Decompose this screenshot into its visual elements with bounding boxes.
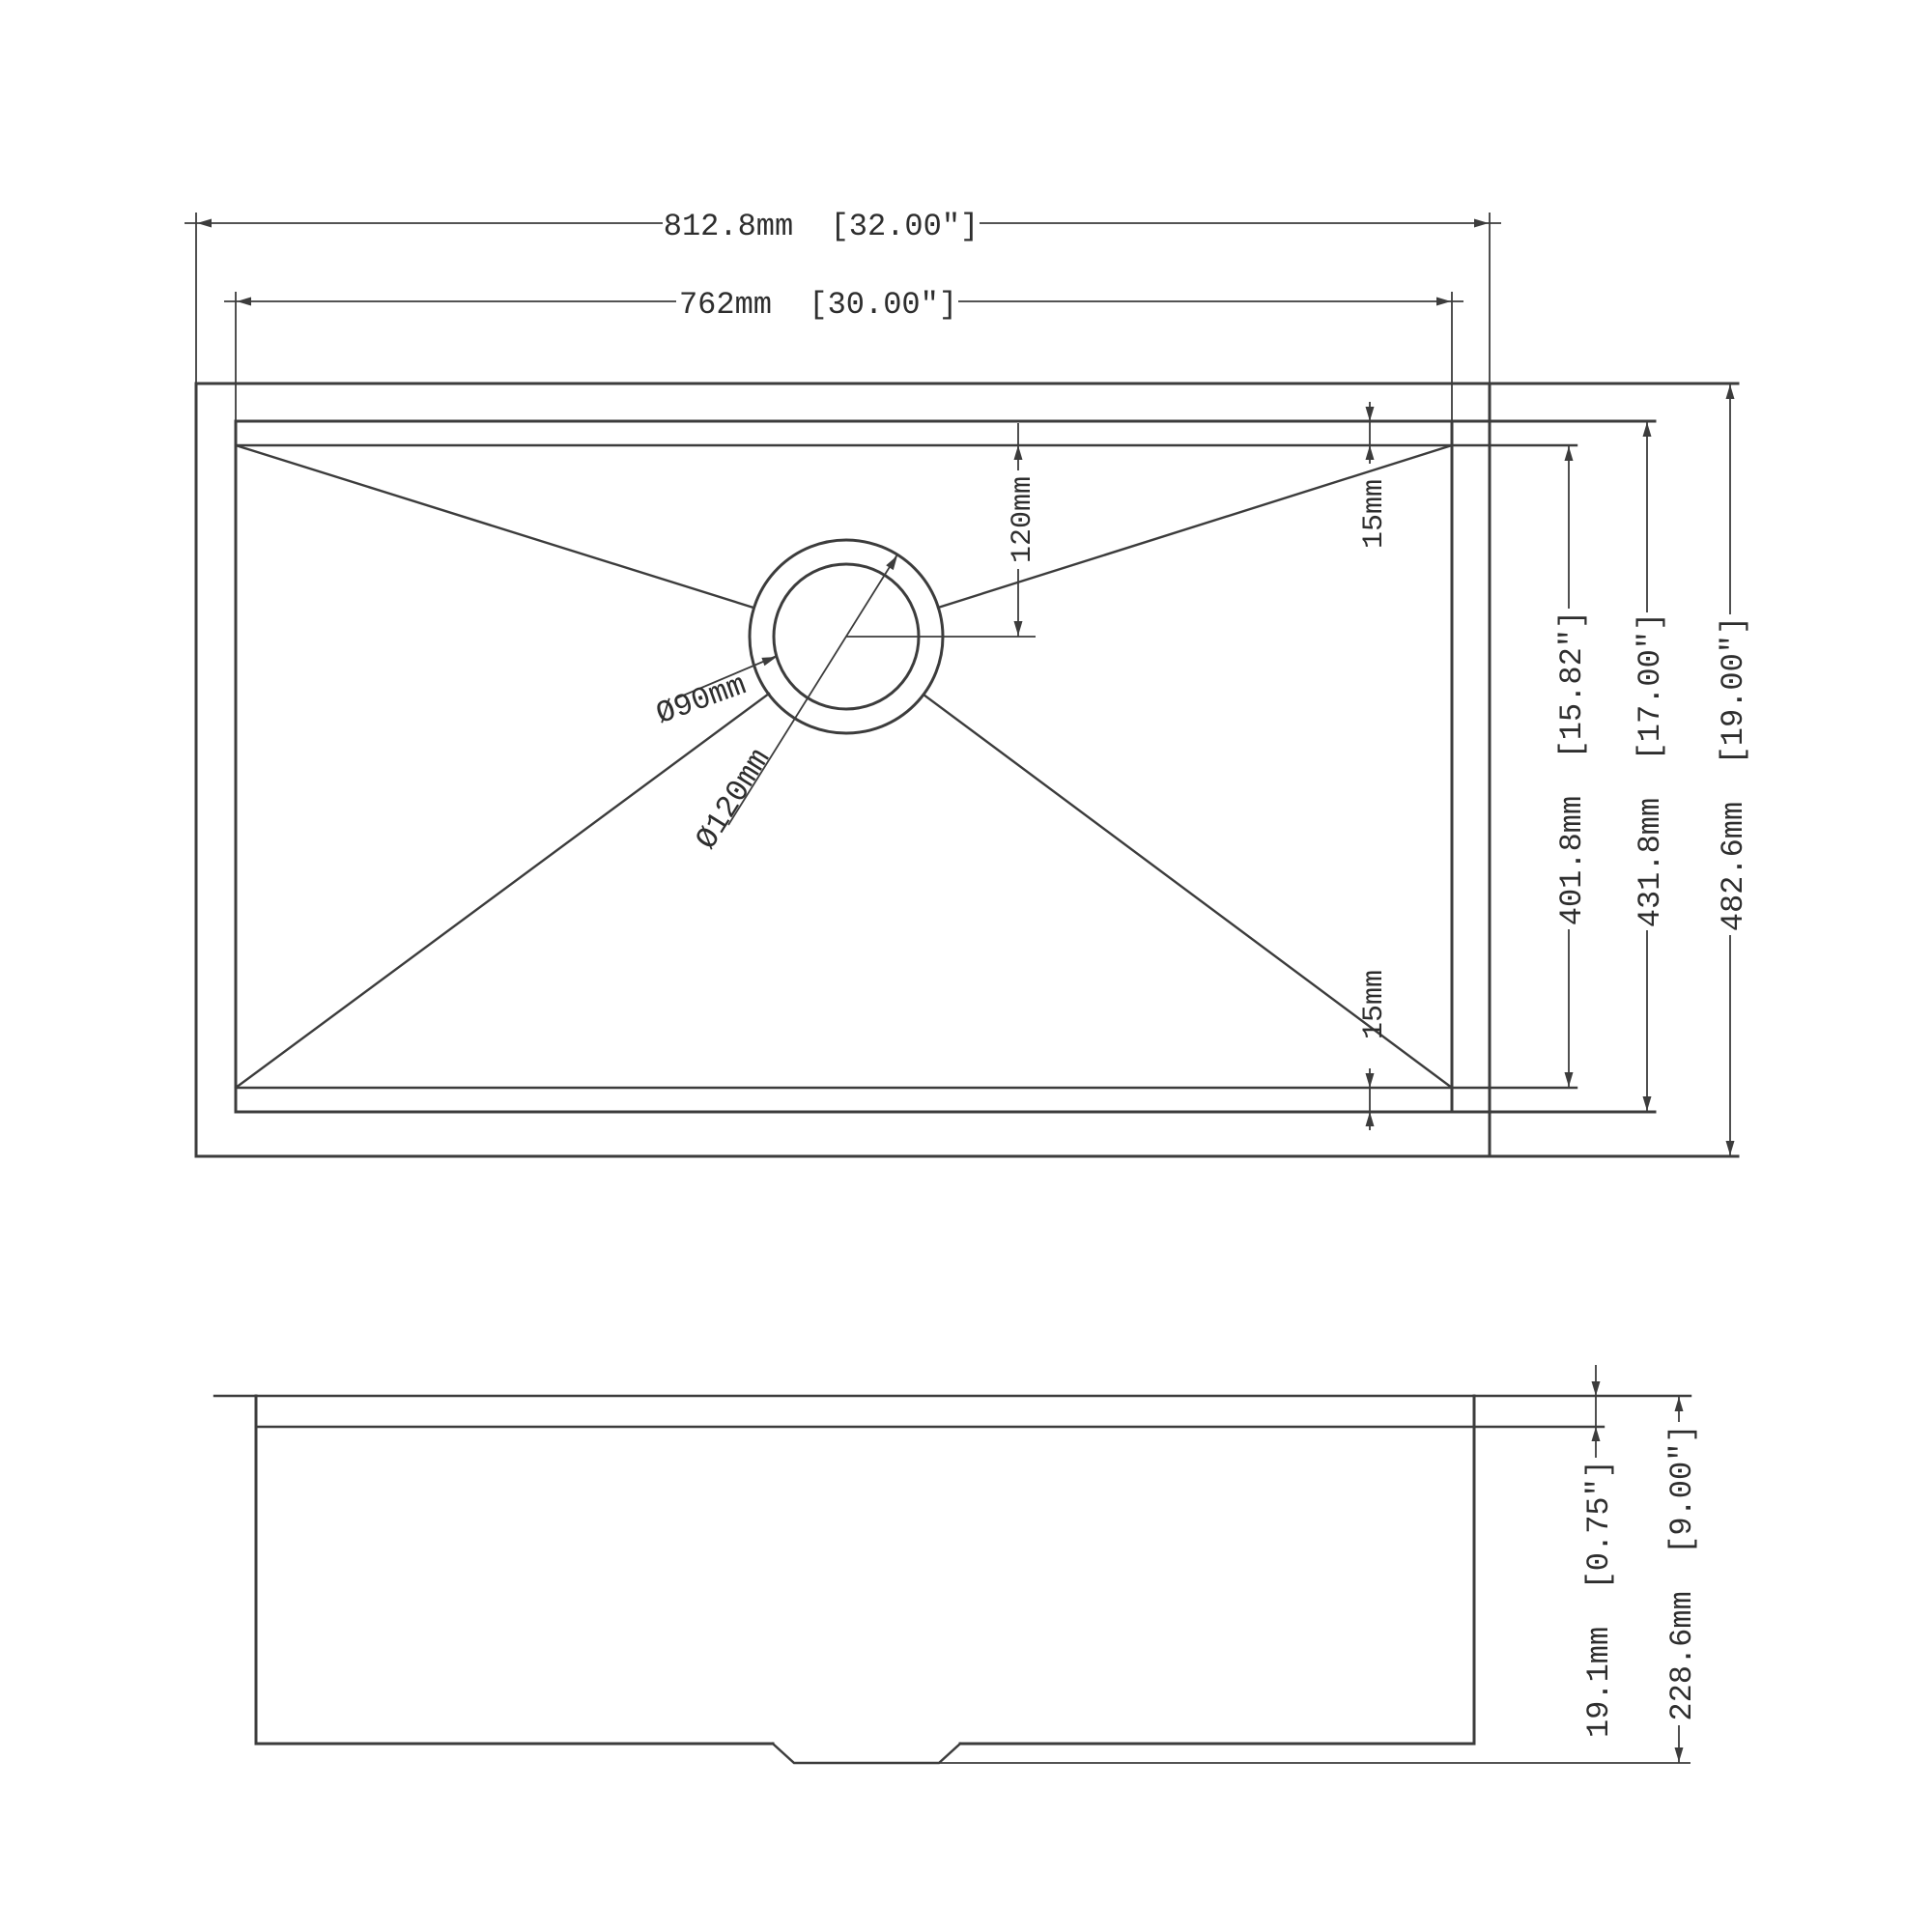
- corner-diagonal-bottom-left: [236, 694, 769, 1088]
- corner-diagonal-top-left: [236, 445, 753, 608]
- drain-recess-outline: [773, 1744, 960, 1763]
- label-overall-width: 812.8mm [32.00"]: [663, 209, 980, 244]
- dimension-arrowheads: [197, 219, 1735, 1763]
- label-drain-offset: 120mm: [1007, 475, 1039, 564]
- label-drain-flange-diameter: Ø120mm: [688, 742, 779, 856]
- label-rim-height: 19.1mm [0.75"]: [1581, 1459, 1617, 1739]
- label-inner-length: 401.8mm [15.82"]: [1554, 610, 1590, 926]
- label-top-ledge: 15mm: [1358, 478, 1391, 550]
- label-bottom-ledge: 15mm: [1358, 969, 1391, 1040]
- top-view: [185, 209, 1751, 1156]
- label-bowl-width: 762mm [30.00"]: [678, 287, 958, 323]
- side-view: [214, 1365, 1700, 1763]
- label-overall-length: 482.6mm [19.00"]: [1716, 615, 1751, 932]
- label-bowl-length: 431.8mm [17.00"]: [1633, 611, 1668, 928]
- label-overall-depth: 228.6mm [9.00"]: [1664, 1424, 1700, 1721]
- label-drain-diameter: Ø90mm: [651, 667, 752, 733]
